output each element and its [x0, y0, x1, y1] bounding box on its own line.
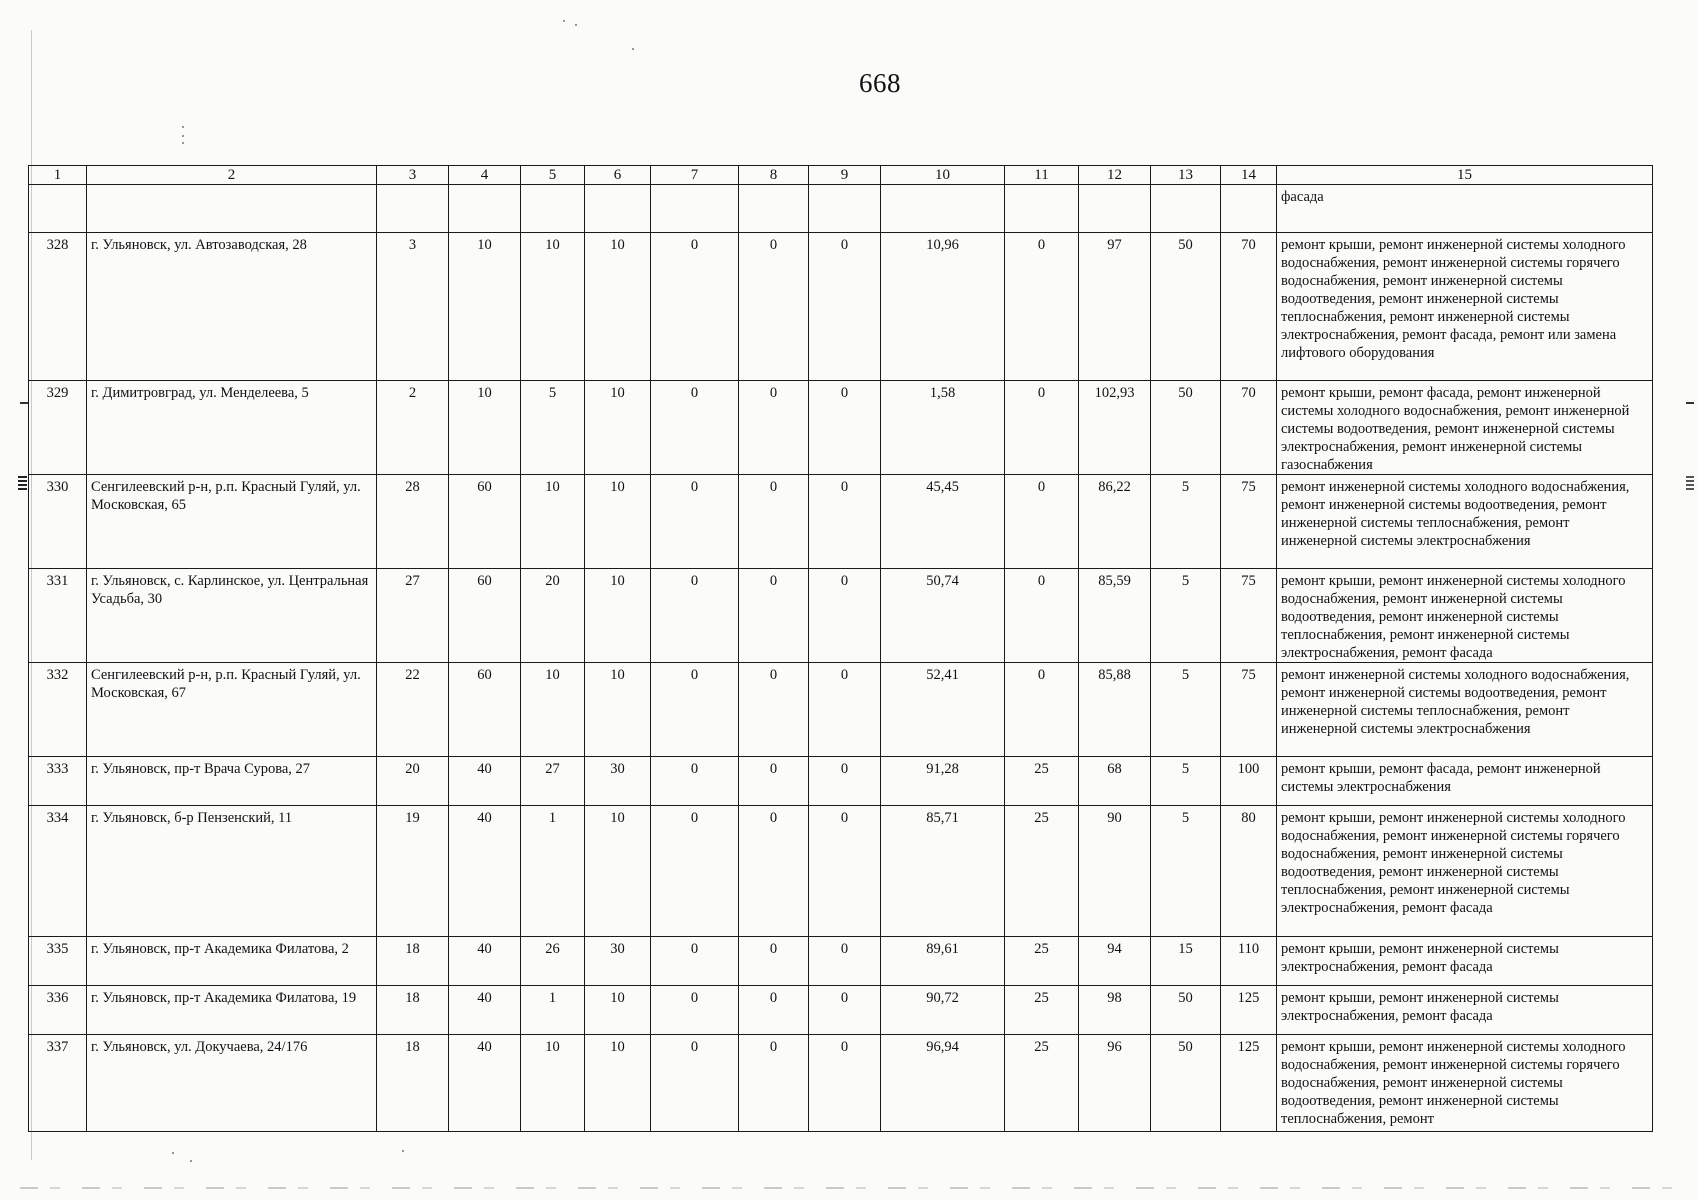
value-cell-c3: 18 [377, 1035, 449, 1132]
table-row [29, 475, 1653, 569]
column-header: 7 [651, 166, 739, 185]
value-cell-c3: 2 [377, 381, 449, 475]
value-cell-c10: 89,61 [881, 937, 1005, 986]
value-cell-c6: 10 [585, 986, 651, 1035]
value-cell-c5: 10 [521, 475, 585, 569]
value-cell-c6: 10 [585, 233, 651, 381]
value-cell-c14: 125 [1221, 986, 1277, 1035]
value-cell-c7: 0 [651, 757, 739, 806]
works-cell: ремонт крыши, ремонт инженерной системы электроснабжения, ремонт фасада [1277, 986, 1653, 1035]
value-cell-c13: 5 [1151, 757, 1221, 806]
scan-speck [402, 1150, 404, 1152]
value-cell-c8: 0 [739, 663, 809, 757]
column-header: 13 [1151, 166, 1221, 185]
value-cell-c9: 0 [809, 569, 881, 663]
value-cell-c13: 5 [1151, 806, 1221, 937]
works-cell: ремонт крыши, ремонт инженерной системы холодного водоснабжения, ремонт инженерной системы горячего водоснабжения, ремонт инженерной системы водоотведения, ремонт инженерной системы теплоснабжения, ремонт [1277, 1035, 1653, 1132]
value-cell-c11: 25 [1005, 806, 1079, 937]
column-header: 14 [1221, 166, 1277, 185]
table-body [29, 166, 1653, 1132]
table-row [29, 569, 1653, 663]
row-number-cell: 334 [29, 806, 87, 937]
value-cell-c8: 0 [739, 986, 809, 1035]
row-number-cell: 336 [29, 986, 87, 1035]
value-cell-c10: 52,41 [881, 663, 1005, 757]
table-row [29, 806, 1653, 937]
value-cell-c5: 20 [521, 569, 585, 663]
column-header-row [29, 166, 1653, 185]
scan-speck [632, 48, 634, 50]
value-cell-c3: 20 [377, 757, 449, 806]
column-header: 4 [449, 166, 521, 185]
value-cell-c12: 96 [1079, 1035, 1151, 1132]
scan-speck [172, 1152, 174, 1154]
address-cell: Сенгилеевский р-н, р.п. Красный Гуляй, ул. Московская, 65 [87, 475, 377, 569]
table-row [29, 986, 1653, 1035]
value-cell-c13: 5 [1151, 475, 1221, 569]
value-cell-c7: 0 [651, 986, 739, 1035]
value-cell-c8: 0 [739, 806, 809, 937]
value-cell-c11: 0 [1005, 663, 1079, 757]
value-cell-c8: 0 [739, 475, 809, 569]
value-cell-c4: 60 [449, 663, 521, 757]
value-cell-c9: 0 [809, 233, 881, 381]
value-cell-c6: 10 [585, 475, 651, 569]
value-cell-c7: 0 [651, 806, 739, 937]
value-cell-c12: 85,59 [1079, 569, 1151, 663]
value-cell-c10: 45,45 [881, 475, 1005, 569]
value-cell-c12: 98 [1079, 986, 1151, 1035]
column-header: 2 [87, 166, 377, 185]
scan-mark-right-2 [1686, 476, 1694, 490]
value-cell-c3: 18 [377, 937, 449, 986]
value-cell-c10: 1,58 [881, 381, 1005, 475]
value-cell-c5: 10 [521, 663, 585, 757]
row-number-cell: 331 [29, 569, 87, 663]
row-number-cell: 333 [29, 757, 87, 806]
address-cell: г. Димитровград, ул. Менделеева, 5 [87, 381, 377, 475]
table-row [29, 1035, 1653, 1132]
value-cell-c4: 60 [449, 569, 521, 663]
value-cell-c7: 0 [651, 663, 739, 757]
value-cell-c5: 10 [521, 1035, 585, 1132]
table-row [29, 233, 1653, 381]
scan-speck [182, 142, 184, 144]
value-cell-c12: 90 [1079, 806, 1151, 937]
value-cell-c9: 0 [809, 1035, 881, 1132]
works-cell: ремонт инженерной системы холодного водоснабжения, ремонт инженерной системы водоотведения, ремонт инженерной системы теплоснабжения, ремонт инженерной системы электроснабжения [1277, 475, 1653, 569]
value-cell-c11: 0 [1005, 569, 1079, 663]
value-cell-c9: 0 [809, 381, 881, 475]
works-cell: ремонт крыши, ремонт инженерной системы холодного водоснабжения, ремонт инженерной системы горячего водоснабжения, ремонт инженерной системы водоотведения, ремонт инженерной системы теплоснабжения, ремонт инженерной системы электроснабжения, ремонт фасада, ремонт или замена лифтового оборудования [1277, 233, 1653, 381]
value-cell-c6: 10 [585, 663, 651, 757]
value-cell-c7: 0 [651, 937, 739, 986]
column-header: 12 [1079, 166, 1151, 185]
value-cell-c5: 26 [521, 937, 585, 986]
address-cell: г. Ульяновск, пр-т Академика Филатова, 19 [87, 986, 377, 1035]
value-cell-c6: 30 [585, 937, 651, 986]
address-cell: г. Ульяновск, б-р Пензенский, 11 [87, 806, 377, 937]
value-cell-c4: 40 [449, 1035, 521, 1132]
row-number-cell: 335 [29, 937, 87, 986]
value-cell-c3: 18 [377, 986, 449, 1035]
value-cell-c7: 0 [651, 381, 739, 475]
column-header: 1 [29, 166, 87, 185]
value-cell-c12: 102,93 [1079, 381, 1151, 475]
value-cell-c10: 10,96 [881, 233, 1005, 381]
value-cell-c6: 10 [585, 806, 651, 937]
row-number-cell: 328 [29, 233, 87, 381]
value-cell-c14: 125 [1221, 1035, 1277, 1132]
column-header: 5 [521, 166, 585, 185]
value-cell-c6: 10 [585, 381, 651, 475]
column-header: 8 [739, 166, 809, 185]
row-number-cell: 337 [29, 1035, 87, 1132]
works-cell: ремонт крыши, ремонт фасада, ремонт инженерной системы холодного водоснабжения, ремонт инженерной системы водоотведения, ремонт инженерной системы электроснабжения, ремонт инженерной системы газоснабжения [1277, 381, 1653, 475]
value-cell-c11: 0 [1005, 381, 1079, 475]
address-cell: г. Ульяновск, пр-т Врача Сурова, 27 [87, 757, 377, 806]
row-number-cell: 332 [29, 663, 87, 757]
address-cell: г. Ульяновск, пр-т Академика Филатова, 2 [87, 937, 377, 986]
value-cell-c8: 0 [739, 1035, 809, 1132]
address-cell: г. Ульяновск, с. Карлинское, ул. Центральная Усадьба, 30 [87, 569, 377, 663]
scan-mark-left-2 [18, 476, 27, 490]
value-cell-c10: 91,28 [881, 757, 1005, 806]
value-cell-c8: 0 [739, 757, 809, 806]
value-cell-c11: 25 [1005, 937, 1079, 986]
continuation-text: фасада [1277, 185, 1653, 233]
value-cell-c13: 50 [1151, 1035, 1221, 1132]
value-cell-c14: 75 [1221, 569, 1277, 663]
value-cell-c12: 85,88 [1079, 663, 1151, 757]
value-cell-c12: 94 [1079, 937, 1151, 986]
value-cell-c11: 25 [1005, 757, 1079, 806]
works-cell: ремонт крыши, ремонт инженерной системы электроснабжения, ремонт фасада [1277, 937, 1653, 986]
works-cell: ремонт инженерной системы холодного водоснабжения, ремонт инженерной системы водоотведения, ремонт инженерной системы теплоснабжения, ремонт инженерной системы электроснабжения [1277, 663, 1653, 757]
value-cell-c4: 40 [449, 986, 521, 1035]
column-header: 3 [377, 166, 449, 185]
scan-speck [182, 135, 184, 137]
row-number-cell: 330 [29, 475, 87, 569]
value-cell-c8: 0 [739, 381, 809, 475]
scan-speck [182, 126, 184, 128]
value-cell-c8: 0 [739, 569, 809, 663]
value-cell-c14: 75 [1221, 663, 1277, 757]
value-cell-c11: 0 [1005, 475, 1079, 569]
scan-speck [575, 24, 577, 26]
scan-speck [190, 1160, 192, 1162]
value-cell-c12: 68 [1079, 757, 1151, 806]
value-cell-c7: 0 [651, 475, 739, 569]
value-cell-c4: 40 [449, 937, 521, 986]
column-header: 15 [1277, 166, 1653, 185]
table-row [29, 937, 1653, 986]
value-cell-c11: 25 [1005, 1035, 1079, 1132]
table-row [29, 381, 1653, 475]
repair-registry-table [28, 165, 1653, 1132]
column-header: 9 [809, 166, 881, 185]
value-cell-c13: 50 [1151, 233, 1221, 381]
value-cell-c7: 0 [651, 1035, 739, 1132]
value-cell-c5: 5 [521, 381, 585, 475]
value-cell-c9: 0 [809, 806, 881, 937]
value-cell-c14: 110 [1221, 937, 1277, 986]
works-cell: ремонт крыши, ремонт фасада, ремонт инженерной системы электроснабжения [1277, 757, 1653, 806]
value-cell-c5: 27 [521, 757, 585, 806]
continuation-row [29, 185, 1653, 233]
value-cell-c6: 10 [585, 569, 651, 663]
value-cell-c9: 0 [809, 986, 881, 1035]
value-cell-c10: 85,71 [881, 806, 1005, 937]
address-cell: г. Ульяновск, ул. Докучаева, 24/176 [87, 1035, 377, 1132]
table-row [29, 663, 1653, 757]
value-cell-c11: 25 [1005, 986, 1079, 1035]
value-cell-c13: 50 [1151, 381, 1221, 475]
table-row [29, 757, 1653, 806]
value-cell-c6: 30 [585, 757, 651, 806]
value-cell-c9: 0 [809, 475, 881, 569]
value-cell-c4: 60 [449, 475, 521, 569]
scan-edge-noise [20, 1187, 1678, 1189]
value-cell-c4: 40 [449, 806, 521, 937]
value-cell-c3: 19 [377, 806, 449, 937]
value-cell-c5: 10 [521, 233, 585, 381]
column-header: 11 [1005, 166, 1079, 185]
address-cell: Сенгилеевский р-н, р.п. Красный Гуляй, ул. Московская, 67 [87, 663, 377, 757]
value-cell-c5: 1 [521, 806, 585, 937]
value-cell-c14: 75 [1221, 475, 1277, 569]
value-cell-c4: 10 [449, 381, 521, 475]
value-cell-c13: 15 [1151, 937, 1221, 986]
value-cell-c14: 70 [1221, 381, 1277, 475]
value-cell-c9: 0 [809, 663, 881, 757]
scan-mark-left-1 [20, 402, 28, 404]
value-cell-c7: 0 [651, 233, 739, 381]
value-cell-c3: 22 [377, 663, 449, 757]
works-cell: ремонт крыши, ремонт инженерной системы холодного водоснабжения, ремонт инженерной системы водоотведения, ремонт инженерной системы теплоснабжения, ремонт инженерной системы электроснабжения, ремонт фасада [1277, 569, 1653, 663]
value-cell-c14: 80 [1221, 806, 1277, 937]
value-cell-c10: 90,72 [881, 986, 1005, 1035]
value-cell-c5: 1 [521, 986, 585, 1035]
value-cell-c12: 97 [1079, 233, 1151, 381]
value-cell-c3: 27 [377, 569, 449, 663]
value-cell-c4: 10 [449, 233, 521, 381]
page-number: 668 [859, 68, 901, 98]
value-cell-c8: 0 [739, 937, 809, 986]
value-cell-c12: 86,22 [1079, 475, 1151, 569]
value-cell-c6: 10 [585, 1035, 651, 1132]
value-cell-c4: 40 [449, 757, 521, 806]
row-number-cell: 329 [29, 381, 87, 475]
address-cell: г. Ульяновск, ул. Автозаводская, 28 [87, 233, 377, 381]
value-cell-c8: 0 [739, 233, 809, 381]
value-cell-c11: 0 [1005, 233, 1079, 381]
column-header: 10 [881, 166, 1005, 185]
value-cell-c13: 5 [1151, 663, 1221, 757]
value-cell-c10: 50,74 [881, 569, 1005, 663]
value-cell-c3: 3 [377, 233, 449, 381]
value-cell-c13: 5 [1151, 569, 1221, 663]
value-cell-c13: 50 [1151, 986, 1221, 1035]
works-cell: ремонт крыши, ремонт инженерной системы холодного водоснабжения, ремонт инженерной системы горячего водоснабжения, ремонт инженерной системы водоотведения, ремонт инженерной системы теплоснабжения, ремонт инженерной системы электроснабжения, ремонт фасада [1277, 806, 1653, 937]
scan-mark-right-1 [1686, 402, 1694, 404]
value-cell-c14: 70 [1221, 233, 1277, 381]
column-header: 6 [585, 166, 651, 185]
value-cell-c9: 0 [809, 937, 881, 986]
value-cell-c10: 96,94 [881, 1035, 1005, 1132]
value-cell-c7: 0 [651, 569, 739, 663]
value-cell-c14: 100 [1221, 757, 1277, 806]
value-cell-c9: 0 [809, 757, 881, 806]
value-cell-c3: 28 [377, 475, 449, 569]
scan-speck [563, 20, 565, 22]
